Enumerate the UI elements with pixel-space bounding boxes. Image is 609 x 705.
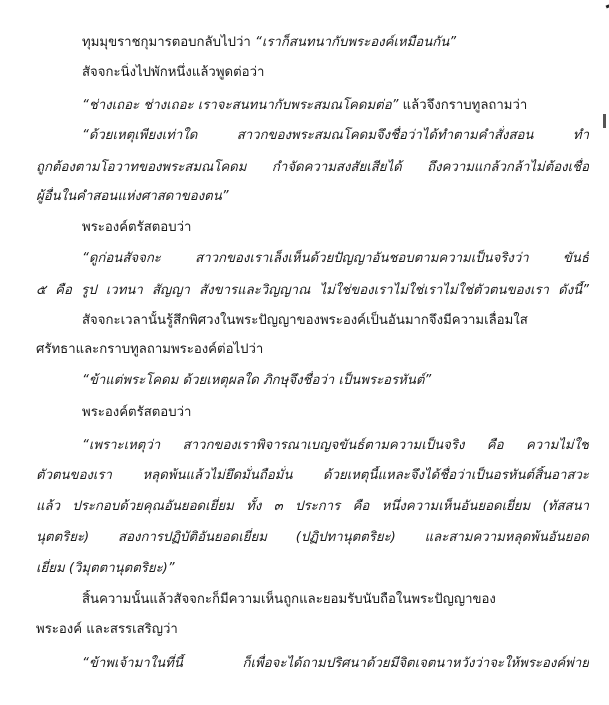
line-saccaka-pause	[82, 63, 589, 85]
quote-italic: “เราก็สนทนากับพระองค์เหมือนกัน”	[255, 35, 457, 50]
line-answer-1b: ๕ คือ รูป เวทนา สัญญา สังขารและวิญญาณ ไม่ใช่ของเราไม่ใช่เราไม่ใช่ตัวตนของเรา ดังนี้”	[36, 283, 589, 298]
line-saccaka-praise: “ข้าพเจ้ามาในที่นี้ ก็เพื่อจะได้ถามปริศนาด้วยมีจิตเจตนาหวังว่าจะให้พระองค์พ่าย	[82, 656, 589, 671]
line-saccaka-accepts-1: สิ้นความนั้นแล้วสัจจกะก็มีความเห็นถูกและยอมรับนับถือในพระปัญญาของ	[82, 592, 496, 607]
line-question-arahant: “ข้าแต่พระโคดม ด้วยเหตุผลใด ภิกษุจึงชื่อว่า เป็นพระอรหันต์”	[82, 373, 432, 388]
line-answer-2d: นุตตริยะ) สองการปฏิบัติอันยอดเยี่ยม (ปฏิปทานุตตริยะ) และสามความหลุดพ้นอันยอด	[36, 530, 589, 545]
line-saccaka-continue	[82, 96, 589, 118]
line-answer-2a: “เพราะเหตุว่า สาวกของเราพิจารณาเบญจขันธ์ตามความเป็นจริง คือ ความไม่ใช่	[82, 438, 589, 453]
text-plain: ทุมมุขราชกุมารตอบกลับไปว่า	[82, 35, 255, 50]
line-answer-2e: เยี่ยม (วิมุตตานุตตริยะ)”	[36, 561, 175, 576]
quote-italic: “ช่างเถอะ ช่างเถอะ เราจะสนทนากับพระสมณโคดมต่อ”	[82, 98, 399, 113]
text-plain: สัจจกะนิ่งไปพักหนึ่งแล้วพูดต่อว่า	[82, 65, 265, 80]
binding-curl-mark	[594, 1, 609, 35]
line-saccaka-accepts-2: พระองค์ และสรรเสริญว่า	[36, 622, 178, 637]
line-question-2: ถูกต้องตามโอวาทของพระสมณโคดม กำจัดความสงสัยเสียได้ ถึงความแกล้วกล้าไม่ต้องเชื่อ	[36, 160, 589, 175]
text-plain: แล้วจึงกราบทูลถามว่า	[398, 98, 528, 113]
line-answer-1a: “ดูก่อนสัจจกะ สาวกของเราเล็งเห็นด้วยปัญญาอันชอบตามความเป็นจริงว่า ขันธ์	[82, 251, 589, 266]
line-saccaka-amazed-2: ศรัทธาและกราบทูลถามพระองค์ต่อไปว่า	[36, 342, 264, 357]
line-question-3: ผู้อื่นในคำสอนแห่งศาสดาของตน”	[36, 189, 229, 204]
line-buddha-replies-1: พระองค์ตรัสตอบว่า	[82, 220, 192, 235]
line-answer-2c: แล้ว ประกอบด้วยคุณอันยอดเยี่ยม ทั้ง ๓ ประการ คือ หนึ่งความเห็นอันยอดเยี่ยม (ทัสสนา	[36, 499, 589, 514]
line-question-1: “ด้วยเหตุเพียงเท่าใด สาวกของพระสมณโคดมจึงชื่อว่าได้ทำตามคำสั่งสอน ทำ	[82, 128, 589, 143]
line-buddha-replies-2: พระองค์ตรัสตอบว่า	[82, 405, 192, 420]
line-saccaka-amazed-1: สัจจกะเวลานั้นรู้สึกพิศวงในพระปัญญาของพระองค์เป็นอันมากจึงมีความเลื่อมใส	[82, 313, 528, 328]
line-dhummukha-reply	[82, 33, 589, 55]
line-answer-2b: ตัวตนของเรา หลุดพ้นแล้วไม่ยึดมั่นถือมั่น ด้วยเหตุนี้แหละจึงได้ชื่อว่าเป็นอรหันต์สิ้นอาสวะ	[36, 468, 589, 483]
edge-tick-mark	[603, 114, 606, 128]
